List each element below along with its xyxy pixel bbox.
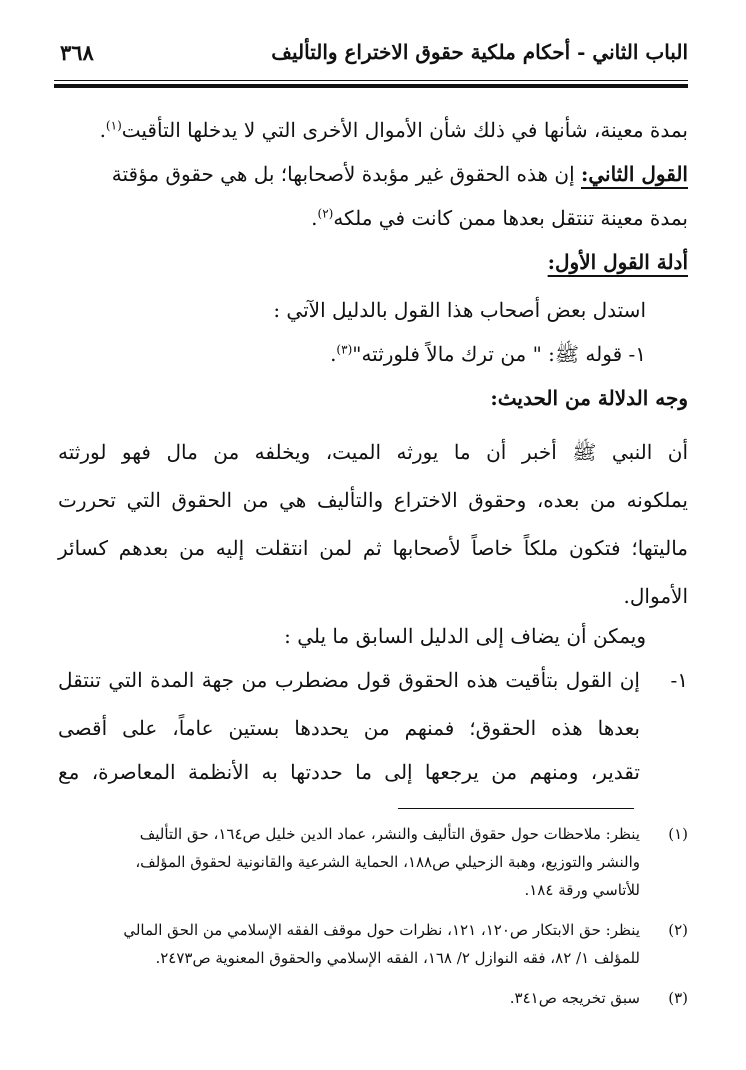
paragraph-line: أن النبي ﷺ أخبر أن ما يورثه الميت، ويخلفه من مال فهو لورثته [58, 440, 688, 464]
text-line: بمدة معينة تنتقل بعدها ممن كانت في ملكه$^{(٢)}$. [311, 206, 688, 230]
footnote-number: (٢) [668, 921, 688, 939]
list-item-number: ١- [670, 668, 688, 692]
list-item-continuation [58, 750, 688, 794]
list-item-line: بعدها هذه الحقوق؛ فمنهم من يحددها بستين عاماً، على أقصى [58, 716, 640, 740]
list-item-line: إن القول بتأقيت هذه الحقوق قول مضطرب من جهة المدة التي تنتقل [58, 668, 640, 692]
section-heading: وجه الدلالة من الحديث: [490, 386, 688, 410]
list-item [58, 658, 688, 702]
footnote-ref[interactable]: (٢) [317, 206, 334, 221]
paragraph-line: الأموال. [623, 584, 688, 608]
text-line: استدل بعض أصحاب هذا القول بالدليل الآتي : [273, 298, 646, 322]
footnote-text: ينظر: ملاحظات حول حقوق التأليف والنشر، عماد الدين خليل ص١٦٤، حق التأليف والنشر والتوزيع، وهبة الزحيلي ص١٨٨، الحماية الشرعية والقانونية لحقوق المؤلف، للأتاسي ورقة ١٨٤. [135, 825, 640, 899]
footnote-ref[interactable]: (١) [105, 118, 122, 133]
running-header [54, 32, 688, 76]
footnote-number: (٣) [668, 989, 688, 1007]
section-heading: أدلة القول الأول: [547, 250, 688, 274]
page-number: ٣٦٨ [60, 40, 94, 65]
paragraph-line: يملكونه من بعده، وحقوق الاختراع والتأليف هي من الحقوق التي تحررت [58, 488, 688, 512]
footnote [58, 984, 688, 1012]
list-item-line: تقدير، ومنهم من يرجعها إلى ما حددتها به الأنظمة المعاصرة، مع [58, 760, 640, 784]
text-line: القول الثاني: إن هذه الحقوق غير مؤبدة لأصحابها؛ بل هي حقوق مؤقتة [111, 162, 688, 186]
header-rule-thin [54, 80, 688, 81]
footnote [58, 820, 688, 904]
section-label: القول الثاني: [581, 162, 688, 186]
footnote-separator [398, 808, 634, 809]
text-line: ويمكن أن يضاف إلى الدليل السابق ما يلي : [284, 624, 646, 648]
list-item-continuation [58, 706, 688, 750]
footnote-number: (١) [668, 825, 688, 843]
chapter-title: الباب الثاني - أحكام ملكية حقوق الاختراع والتأليف [271, 40, 688, 64]
paragraph-line: ماليتها؛ فتكون ملكاً خاصاً لأصحابها ثم لمن انتقلت إليه من بعدهم كسائر [58, 536, 688, 560]
hadith-line: ١- قوله ﷺ: " من ترك مالاً فلورثته"$^{(٣)}$. [330, 342, 646, 366]
footnote-ref[interactable]: (٣) [336, 342, 353, 357]
footnote [58, 916, 688, 972]
header-rule-thick [54, 84, 688, 88]
text-line: بمدة معينة، شأنها في ذلك شأن الأموال الأخرى التي لا يدخلها التأقيت$^{(١)}$. [99, 118, 688, 142]
footnote-text: ينظر: حق الابتكار ص١٢٠، ١٢١، نظرات حول موقف الفقه الإسلامي من الحق المالي للمؤلف ١/ ٨٢، فقه النوازل ٢/ ١٦٨، الفقه الإسلامي والحقوق المعنوية ص٢٤٧٣. [123, 921, 640, 967]
footnote-text: سبق تخريجه ص٣٤١. [509, 989, 640, 1007]
